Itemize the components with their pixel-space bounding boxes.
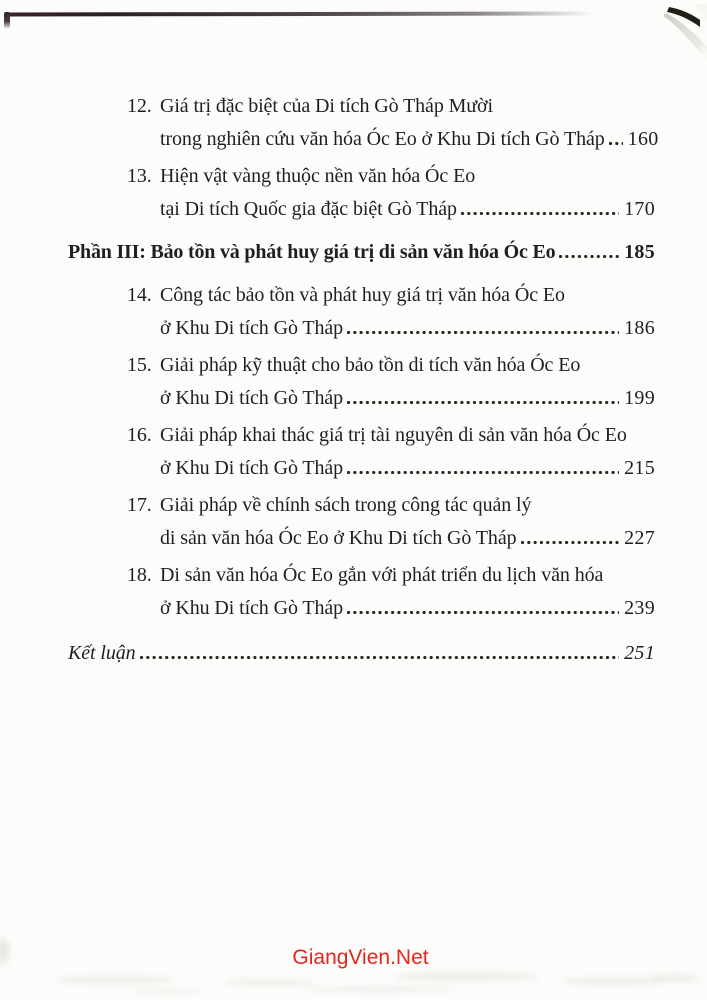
toc-entry-line bbox=[127, 452, 655, 485]
toc-entry-12 bbox=[127, 90, 659, 156]
scan-noise-blob bbox=[300, 986, 460, 992]
dot-leader bbox=[140, 656, 620, 659]
entry-title-line2: tại Di tích Quốc gia đặc biệt Gò Tháp bbox=[160, 198, 457, 220]
entry-title-line2: ở Khu Di tích Gò Tháp bbox=[160, 597, 344, 619]
dot-leader bbox=[559, 255, 619, 258]
page-number: 185 bbox=[624, 241, 655, 263]
toc-entry-line bbox=[127, 160, 655, 193]
entry-number: 18. bbox=[127, 564, 152, 586]
entry-title-line1: Di sản văn hóa Óc Eo gắn với phát triển du lịch văn hóa bbox=[160, 564, 604, 586]
toc-entry-line bbox=[68, 236, 655, 269]
dot-leader bbox=[347, 611, 619, 614]
entry-title-line2: ở Khu Di tích Gò Tháp bbox=[160, 457, 344, 479]
toc-entry-line bbox=[127, 349, 655, 382]
toc-entry-line bbox=[127, 279, 655, 312]
toc-entry-line bbox=[127, 522, 655, 555]
dot-leader bbox=[461, 212, 619, 215]
dot-leader bbox=[609, 142, 623, 145]
dot-leader bbox=[347, 401, 619, 404]
entry-number: 17. bbox=[127, 494, 152, 516]
entry-title-line1: Công tác bảo tồn và phát huy giá trị văn hóa Óc Eo bbox=[160, 284, 565, 306]
page-number: 199 bbox=[624, 387, 655, 409]
toc-entry-line bbox=[127, 419, 655, 452]
toc-entry-13 bbox=[127, 160, 655, 226]
toc-entry-15 bbox=[127, 349, 655, 415]
entry-title-line2: di sản văn hóa Óc Eo ở Khu Di tích Gò Tháp bbox=[160, 527, 517, 549]
toc-entry-14 bbox=[127, 279, 655, 345]
section-heading-label: Phần III: Bảo tồn và phát huy giá trị di sản văn hóa Óc Eo bbox=[68, 241, 556, 263]
toc-entry-17 bbox=[127, 489, 655, 555]
toc-entry-line bbox=[127, 312, 655, 345]
page-number: 251 bbox=[624, 642, 655, 664]
scan-noise-blob bbox=[55, 976, 175, 984]
page-number: 160 bbox=[627, 128, 659, 150]
page-number: 215 bbox=[624, 457, 655, 479]
conclusion-label: Kết luận bbox=[68, 642, 136, 664]
page-number: 239 bbox=[624, 597, 655, 619]
entry-title-line1: Giải pháp kỹ thuật cho bảo tồn di tích văn hóa Óc Eo bbox=[160, 354, 581, 376]
scan-noise-blob bbox=[130, 989, 200, 994]
entry-title-line2: ở Khu Di tích Gò Tháp bbox=[160, 387, 344, 409]
scan-noise-blob bbox=[225, 979, 315, 986]
entry-title-line1: Giá trị đặc biệt của Di tích Gò Tháp Mười bbox=[160, 95, 493, 117]
entry-title-line2: ở Khu Di tích Gò Tháp bbox=[160, 317, 344, 339]
toc-section-heading-phan-3 bbox=[68, 236, 655, 269]
toc-entry-line bbox=[127, 592, 655, 625]
watermark-text: GiangVien.Net bbox=[292, 946, 429, 969]
toc-entry-line bbox=[127, 193, 655, 226]
scan-noise-blob bbox=[395, 972, 540, 981]
entry-number: 14. bbox=[127, 284, 152, 306]
entry-number: 13. bbox=[127, 165, 152, 187]
entry-title-line1: Giải pháp về chính sách trong công tác quản lý bbox=[160, 494, 532, 516]
entry-title-line1: Giải pháp khai thác giá trị tài nguyên di sản văn hóa Óc Eo bbox=[160, 424, 627, 446]
toc-entry-line bbox=[127, 90, 655, 123]
page-number: 186 bbox=[624, 317, 655, 339]
toc-entry-16 bbox=[127, 419, 655, 485]
dot-leader bbox=[521, 541, 620, 544]
entry-number: 16. bbox=[127, 424, 152, 446]
scan-noise-blob bbox=[650, 974, 700, 982]
toc-conclusion bbox=[68, 637, 655, 670]
entry-title-line2: trong nghiên cứu văn hóa Óc Eo ở Khu Di tích Gò Tháp bbox=[160, 128, 605, 150]
toc-entry-line bbox=[127, 382, 655, 415]
toc-entry-line bbox=[127, 559, 655, 592]
page-number: 170 bbox=[624, 198, 655, 220]
toc-entry-line bbox=[68, 637, 655, 670]
entry-number: 15. bbox=[127, 354, 152, 376]
dot-leader bbox=[347, 471, 619, 474]
page-number: 227 bbox=[624, 527, 655, 549]
toc-entry-18 bbox=[127, 559, 655, 625]
entry-title-line1: Hiện vật vàng thuộc nền văn hóa Óc Eo bbox=[160, 165, 476, 187]
entry-number: 12. bbox=[127, 95, 152, 117]
toc-entry-line bbox=[127, 489, 655, 522]
toc-entry-line bbox=[127, 123, 659, 156]
dot-leader bbox=[347, 331, 619, 334]
